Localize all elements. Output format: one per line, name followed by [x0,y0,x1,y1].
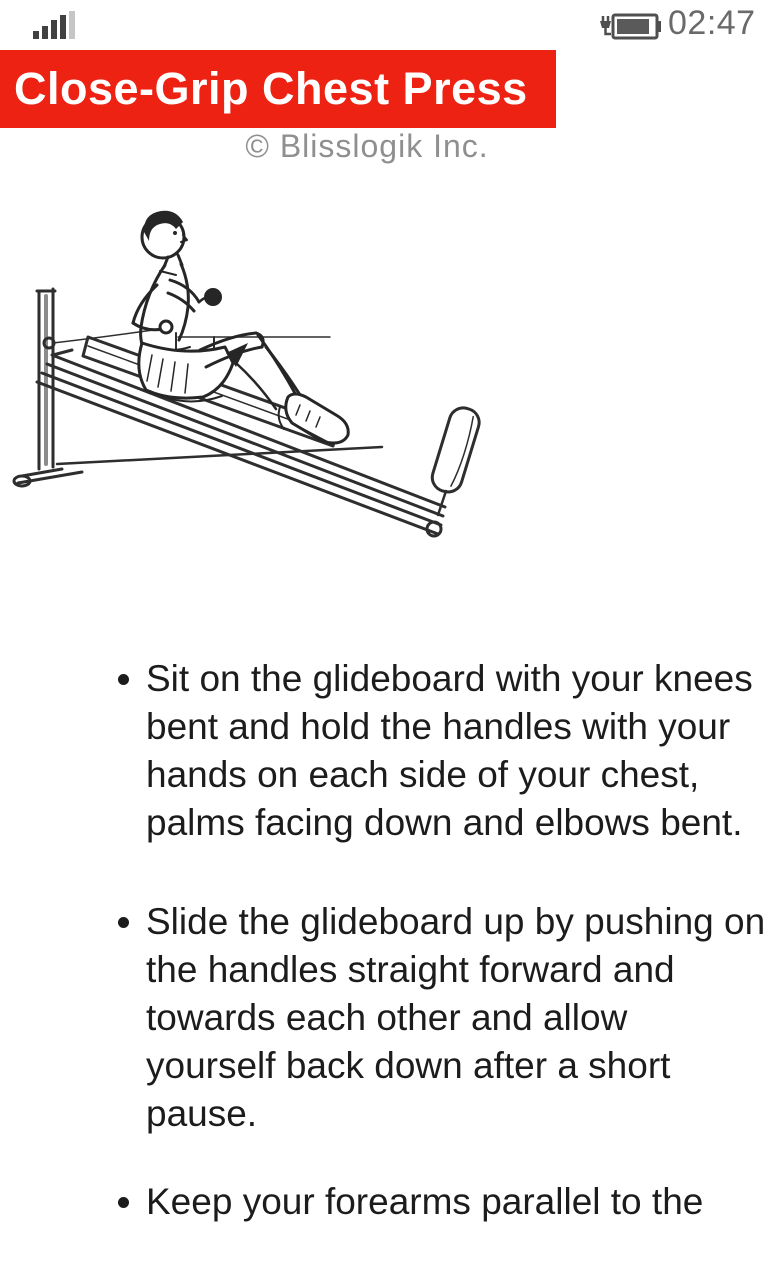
exercise-illustration [0,185,500,555]
signal-bar [33,31,39,39]
list-item [0,1178,766,1226]
status-bar [0,0,768,50]
signal-bar-empty [69,11,75,39]
instructions-scroll-area[interactable] [0,630,768,1222]
bullet-icon [118,917,129,928]
signal-strength-icon [33,11,79,39]
signal-bar [51,20,57,39]
instruction-text: Keep your forearms parallel to the [146,1181,704,1222]
list-item [0,898,766,1138]
battery-charging-icon [597,12,663,40]
signal-bar [42,26,48,39]
signal-bar [60,15,66,39]
clock: 02:47 [668,4,756,42]
page-title: Close-Grip Chest Press [14,63,528,114]
bullet-icon [118,674,129,685]
list-item [0,655,766,847]
instruction-text: Sit on the glideboard with your knees bent and hold the handles with your hands on each side of your chest, palms facing down and elbows bent. [146,658,753,843]
instruction-text: Slide the glideboard up by pushing on the handles straight forward and towards each other and allow yourself back down after a short pause. [146,901,766,1134]
copyright-text: © Blisslogik Inc. [245,128,489,164]
bullet-icon [118,1197,129,1208]
title-banner [0,50,556,128]
